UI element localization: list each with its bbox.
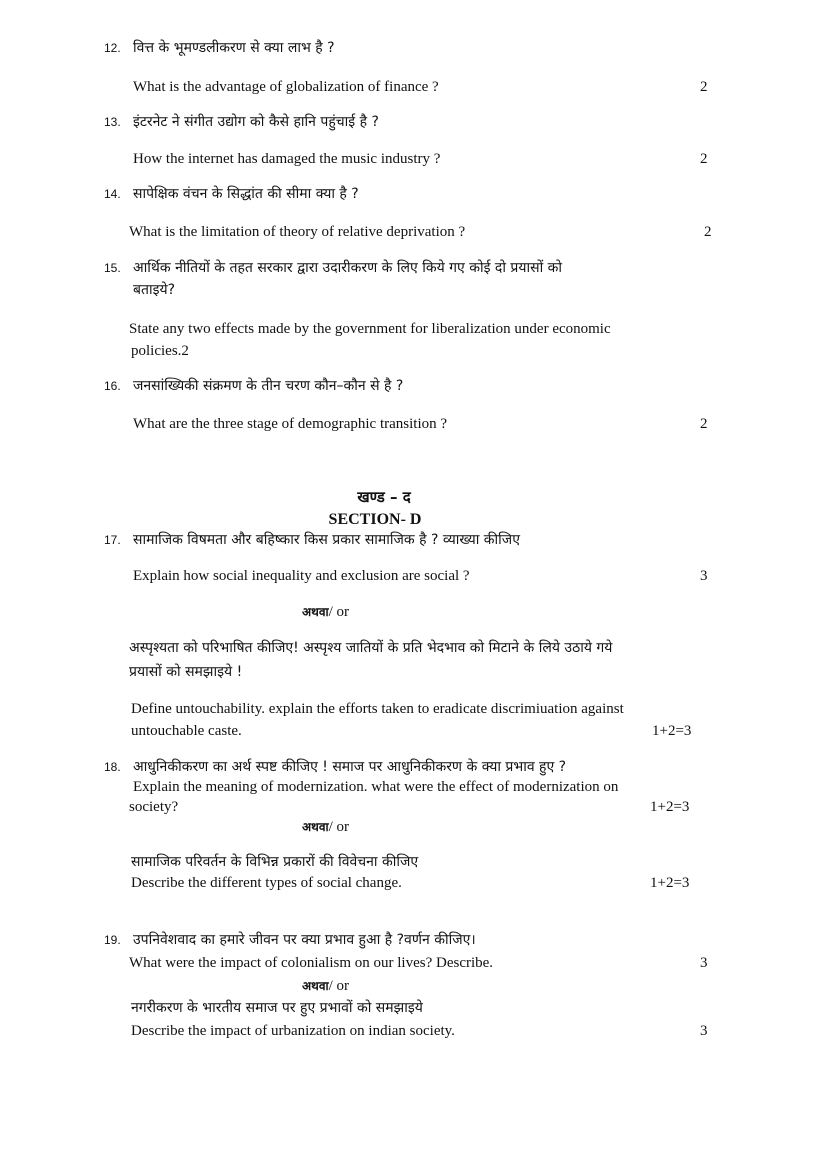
q15-hindi-line2: बताइये? [133,282,176,298]
q18-alt-english: Describe the different types of social change. [131,875,402,891]
q19-or-label [302,976,349,996]
q19-hindi: उपनिवेशवाद का हमारे जीवन पर क्या प्रभाव हुआ है ?वर्णन कीजिए। [133,932,476,948]
or-hindi: अथवा [302,979,329,993]
q18-or-label [302,817,349,837]
q13-number: 13. [104,115,121,129]
q17-alt-hindi-line2: प्रयासों को समझाइये ! [129,664,243,680]
q16-english: What are the three stage of demographic transition ? [133,416,448,432]
q18-hindi: आधुनिकीकरण का अर्थ स्पष्ट कीजिए ! समाज पर आधुनिकीकरण के क्या प्रभाव हुए ? [133,759,567,775]
q17-english: Explain how social inequality and exclusion are social ? [133,568,470,584]
q15-hindi-line1: आर्थिक नीतियों के तहत सरकार द्वारा उदारीकरण के लिए किये गए कोई दो प्रयासों को [133,260,563,276]
q18-marks: 1+2=3 [650,799,690,815]
q16-marks: 2 [700,416,708,432]
q17-alt-english-line2: untouchable caste. [131,723,242,739]
q13-marks: 2 [700,151,708,167]
q12-hindi: वित्त के भूमण्डलीकरण से क्या लाभ है ? [133,40,335,56]
q17-number: 17. [104,533,121,547]
q15-english-line1: State any two effects made by the government for liberalization under economic [129,321,611,337]
q14-english: What is the limitation of theory of relative deprivation ? [129,224,466,240]
q17-marks: 3 [700,568,708,584]
q16-number: 16. [104,379,121,393]
q16-hindi: जनसांख्यिकी संक्रमण के तीन चरण कौन–कौन से है ? [133,378,404,394]
q19-marks: 3 [700,955,708,971]
section-title-hindi: खण्ड – द [357,488,411,506]
q19-alt-english: Describe the impact of urbanization on indian society. [131,1023,455,1039]
or-english: / or [328,978,350,994]
q13-english: How the internet has damaged the music industry ? [133,151,441,167]
q15-english-line2: policies.2 [131,343,189,359]
or-english: / or [328,819,350,835]
q17-or-label [302,602,349,622]
q17-alt-english-line1: Define untouchability. explain the efforts taken to eradicate discrimiuation against [131,701,624,717]
q17-hindi: सामाजिक विषमता और बहिष्कार किस प्रकार सामाजिक है ? व्याख्या कीजिए [133,532,520,548]
q14-number: 14. [104,187,121,201]
or-hindi: अथवा [302,820,329,834]
q19-alt-marks: 3 [700,1023,708,1039]
or-hindi: अथवा [302,605,329,619]
q12-english: What is the advantage of globalization of finance ? [133,79,439,95]
q18-english-line1: Explain the meaning of modernization. what were the effect of modernization on [133,779,619,795]
q13-hindi: इंटरनेट ने संगीत उद्योग को कैसे हानि पहुंचाई है ? [133,114,379,130]
q18-alt-marks: 1+2=3 [650,875,690,891]
q12-marks: 2 [700,79,708,95]
q19-alt-hindi: नगरीकरण के भारतीय समाज पर हुए प्रभावों को समझाइये [131,1000,423,1016]
q12-number: 12. [104,41,121,55]
q18-number: 18. [104,760,121,774]
q17-alt-hindi-line1: अस्पृश्यता को परिभाषित कीजिए! अस्पृश्य जातियों के प्रति भेदभाव को मिटाने के लिये उठाये गये [129,640,613,656]
q14-hindi: सापेक्षिक वंचन के सिद्धांत की सीमा क्या है ? [133,186,359,202]
q19-number: 19. [104,933,121,947]
section-title-english: SECTION- D [328,511,422,528]
q17-alt-marks: 1+2=3 [652,723,692,739]
q19-english: What were the impact of colonialism on our lives? Describe. [129,955,494,971]
q14-marks: 2 [704,224,712,240]
q18-alt-hindi: सामाजिक परिवर्तन के विभिन्न प्रकारों की विवेचना कीजिए [131,854,419,870]
q18-english-line2: society? [129,799,179,815]
q15-number: 15. [104,261,121,275]
or-english: / or [328,604,350,620]
